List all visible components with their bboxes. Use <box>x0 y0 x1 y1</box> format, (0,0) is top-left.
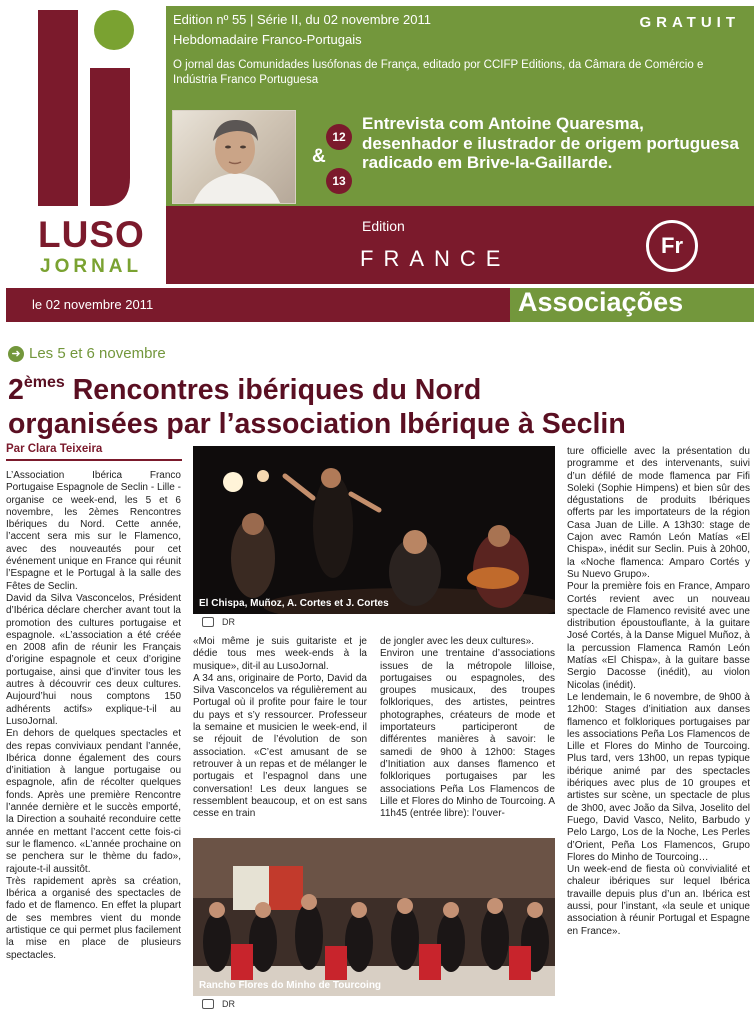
byline: Par Clara Teixeira <box>6 443 103 455</box>
teaser-ampersand: & <box>312 146 326 167</box>
headline-line2: organisées par l’association Ibérique à Seclin <box>8 408 626 440</box>
headline-line1: Rencontres ibériques du Nord <box>64 374 482 406</box>
flamenco-stage-illustration <box>193 446 555 614</box>
paragraph: Pour la première fois en France, Amparo Cortés revient avec un nouveau spectacle de Flamenco revisité avec une distribution époustouflante, à la guitare José Cortés, à la Danse Miguel Muñoz, à la percussion Flamenca Ramón León Matías «El Chispa», à la guitare basse Sergio Dacosse (inédit), au violon Nicolas (inédit). <box>567 581 750 691</box>
camera-icon <box>202 999 214 1009</box>
paragraph: Environ une trentaine d’associations issues de la métropole lilloise, portugaises ou espagnoles, des groupes musicaux, des troupes folkloriques, des artistes, peintres photographes, créateurs de mode et importateurs participeront de différentes manières à savoir: le samedi de 9h00 à 12h00: Stages d’Initiation aux danses flamenco et folkloriques portugaises par les associations Peña Los Flamencos de Lille et Flores do Minho de Tourcoing. A 11h45 (entrée libre): l’ouver- <box>380 648 555 820</box>
photo-credit: DR <box>222 617 235 627</box>
paragraph: En dehors de quelques spectacles et des repas conviviaux pendant l’année, Ibérica donne également des cours d’initiation à langue portugaise ou espagnole, afin de récolter quelques fonds. Après une première Rencontre l’année dernière et le succès emporté, la Direction a souhaité reconduire cette année en mettant l’accent cette fois-ci sur le flamenco. «L’année prochaine on se penchera sur le thème du fado», rajoute-t-il aussitôt. <box>6 728 181 875</box>
teaser-page-13[interactable]: 13 <box>326 168 352 194</box>
byline-divider <box>6 459 182 461</box>
teaser-headline[interactable]: Entrevista com Antoine Quaresma, desenhador e ilustrador de origem portuguesa radicado em Brive-la-Gaillarde. <box>362 114 739 172</box>
paragraph: «Moi même je suis guitariste et je dédie tous mes week-ends à la musique», dit-il au LusoJornal. <box>193 636 367 672</box>
edition-line: Edition nº 55 | Série II, du 02 novembre 2011 <box>173 12 431 27</box>
article-column-2 <box>193 636 367 820</box>
edition-country: FRANCE <box>360 246 511 271</box>
paragraph: A 34 ans, originaire de Porto, David da Silva Vasconcelos va régulièrement au Portugal où il profite pour faire le tour du pays et s’y ressourcer. Professeur la semaine et musicien le week-end, il se réjouit de l’évolution de son association. «C’est amusant de se retrouver à un repas et de mélanger le portugais et l’espagnol dans une conversation! Les deux langues se ressemblent beaucoup, et on est sans cesse en train <box>193 672 367 820</box>
flamenco-stage-photo <box>193 446 555 614</box>
logo-word: LUSO <box>38 214 145 255</box>
paragraph: de jongler avec les deux cultures». <box>380 636 534 647</box>
photo-caption: Rancho Flores do Minho de Tourcoing <box>199 980 382 991</box>
gratuit-label: GRATUIT <box>639 14 740 31</box>
article-kicker <box>8 345 166 362</box>
section-title: Associações <box>518 287 684 317</box>
edition-badge: Fr <box>646 220 698 272</box>
logo-subword: JORNAL <box>40 256 143 277</box>
paragraph: L’Association Ibérica Franco Portugaise Espagnole de Seclin - Lille - organise ce week-end, les 5 et 6 novembre, les 2èmes Rencontres Ibériques du Nord. Cette année, l’accent sera mis sur le Flamenco, avec des nouveautés pour cet événement unique en France qui réunit l’Espagne et le Portugal à la salle des Fêtes de Seclin. <box>6 470 181 592</box>
article-column-3 <box>380 636 555 820</box>
edition-label: Edition <box>362 218 405 234</box>
teaser-page-12[interactable]: 12 <box>326 124 352 150</box>
article-column-1 <box>6 470 181 962</box>
issue-date: le 02 novembre 2011 <box>32 297 154 312</box>
kicker-text: Les 5 et 6 novembre <box>29 345 166 362</box>
masthead-description: O jornal das Comunidades lusófonas de França, editado por CCIFP Editions, da Câmara de Comércio e Indústria Franco Portuguesa <box>173 59 704 86</box>
paragraph: ture officielle avec la présentation du programme et des intervenants, suivi d’un défilé de mode flamenca par Fifi Soleki (Sophie Himpens) et bien sûr des dégustations de produits Ibériques offerts par les importateurs de la région Casa Juan de Lille. A 13h30: stage de Cajon avec Ramón León Matías «El Chispa», inédit sur Seclin. Puis à 20h00, la «Noche flamenca: Amparo Cortés y Su Nuevo Grupo». <box>567 446 750 580</box>
article-headline <box>8 366 752 441</box>
folk-group-photo <box>193 838 555 996</box>
headline-ordinal: 2 <box>8 374 24 406</box>
camera-icon <box>202 617 214 627</box>
arrow-right-icon: ➜ <box>8 346 24 362</box>
paragraph: Très rapidement après sa création, Ibérica a organisé des spectacles de fado et de flamenco. En effet la plupart de ses membres vient du monde artistique ce qui permet plus facilement la mise en place de plusieurs spectacles. <box>6 875 181 961</box>
paragraph: Un week-end de fiesta où convivialité et chaleur ibériques sur lequel Ibérica travaille depuis plus d’un an. Ibérica est aussi, pour l’instant, «la seule et unique association à réunir Portugal et Espagne en France». <box>567 864 750 937</box>
photo-caption: El Chispa, Muñoz, A. Cortes et J. Cortes <box>199 598 389 609</box>
article-column-4 <box>567 446 750 938</box>
paragraph: David da Silva Vasconcelos, Président d’Ibérica déclare chercher avant tout la promotion des cultures portugaise et espagnole. «L’association a été créée en 2008 afin de réunir les Français d’origine espagnole et ceux d’origine portugaise, ainsi que d’inviter tous les autres à découvrir ces deux cultures. Aujourd’hui nous comptons 150 adhérents actifs» explique-t-il au LusoJornal. <box>6 592 181 727</box>
folk-group-illustration <box>193 838 555 996</box>
photo-credit: DR <box>222 999 235 1009</box>
headline-ordinal-suffix: èmes <box>23 374 65 391</box>
portrait-photo <box>172 110 296 204</box>
portrait-illustration <box>173 111 296 204</box>
weekly-line: Hebdomadaire Franco-Portugais <box>173 32 362 47</box>
paragraph: Le lendemain, le 6 novembre, de 9h00 à 12h00: Stages d’initiation aux danses flamenco et folkloriques portugaises par les associations Peña Los Flamencos de Lille et Flores do Minho de Tourcoing. Plus tard, vers 13h00, un repas typique ibérique animé par des spectacles ibériques avec plus de 10 groupes et artistes sur scène, un spectacle de plus de 3h00, avec João da Silva, Joselito del Fuego, David Vasco, Nelito, Barbudo y Pelo Largo, Los de la Noche, Les Perles d’Orient, Peña Los Flamencos, Grupo Flores do Minho de Tourcoing… <box>567 691 750 863</box>
logo <box>0 0 162 284</box>
lusojornal-logo-mark <box>34 8 134 208</box>
